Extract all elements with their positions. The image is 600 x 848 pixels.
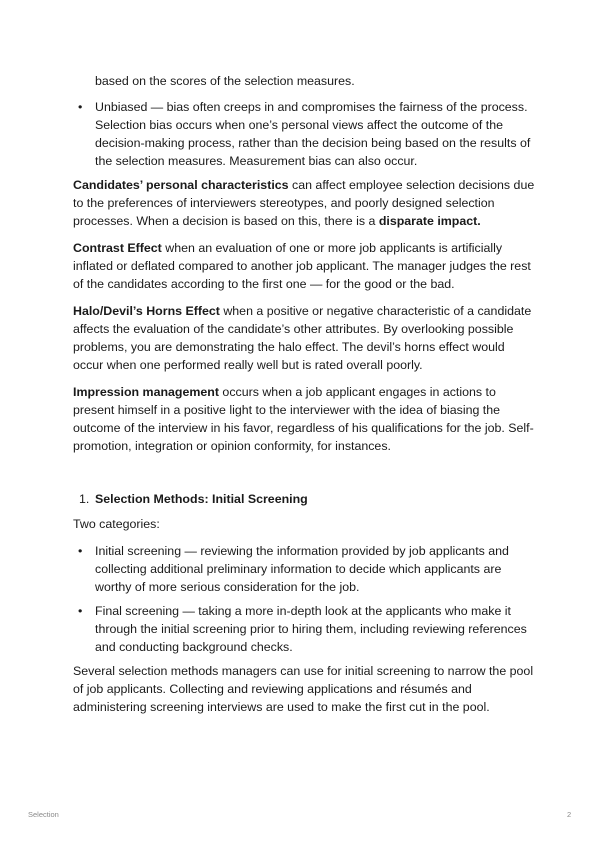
- term-disparate-impact: disparate impact.: [378, 214, 481, 228]
- page-content: [73, 72, 535, 725]
- paragraph-candidates-characteristics: [73, 176, 535, 230]
- term-halo-effect: Halo/Devil’s Horns Effect: [73, 304, 220, 318]
- paragraph-contrast-effect: [73, 239, 535, 293]
- term-impression-management: Impression management: [73, 385, 219, 399]
- paragraph-impression-management: [73, 383, 535, 455]
- paragraph-text: when an evaluation of one or more job applicants is artificially inflated or deflated compared to another job applicant. The manager judges the rest of the candidates according to the first one — for the good or the bad.: [73, 241, 531, 291]
- paragraph-two-categories: Two categories:: [73, 517, 160, 531]
- paragraph-text: occurs when a job applicant engages in actions to present himself in a positive light to the interviewer with the idea of biasing the outcome of the interview in his favor, regardless of his qualifications for the job. Self-promotion, integration or opinion conformity, for instances.: [73, 385, 534, 453]
- paragraph-text: can affect employee selection decisions due to the preferences of interviewers stereotypes, and poorly designed selection processes. When a decision is based on this, there is a: [73, 178, 535, 228]
- paragraph-halo-effect: [73, 302, 535, 374]
- footer-title: Selection: [28, 810, 59, 819]
- bullet-final-screening: • Final screening — taking a more in-depth look at the applicants who make it through the initial screening prior to hiring them, including reviewing references and conducting background checks.: [73, 602, 535, 656]
- bias-bullet-list: [73, 98, 535, 170]
- paragraph-selection-methods: Several selection methods managers can use for initial screening to narrow the pool of job applicants. Collecting and reviewing applications and résumés and administering screening interviews are used to make the first cut in the pool.: [73, 664, 534, 714]
- section-title: Selection Methods: Initial Screening: [95, 492, 308, 506]
- continuation-line: based on the scores of the selection measures.: [95, 74, 355, 88]
- bullet-unbiased: • Unbiased — bias often creeps in and compromises the fairness of the process. Selection bias occurs when one’s personal views affect the outcome of the decision-making process, rather than the decision being based on the results of the selection measures. Measurement bias can also occur.: [73, 98, 535, 170]
- section-number: 1.: [79, 492, 90, 506]
- term-contrast-effect: Contrast Effect: [73, 241, 162, 255]
- section-heading-initial-screening: [73, 490, 535, 508]
- screening-bullet-list: [73, 542, 535, 656]
- footer-page-number: 2: [567, 810, 572, 819]
- bullet-initial-screening: • Initial screening — reviewing the information provided by job applicants and collecting additional preliminary information to decide which applicants are worthy of more serious consideration for the job.: [73, 542, 535, 596]
- term-candidates-characteristics: Candidates’ personal characteristics: [73, 178, 289, 192]
- paragraph-text: when a positive or negative characteristic of a candidate affects the evaluation of the candidate’s other attributes. By overlooking possible problems, you are demonstrating the halo effect. The devil’s horns effect would occur when one performed really well but is rated overall poorly.: [73, 304, 532, 372]
